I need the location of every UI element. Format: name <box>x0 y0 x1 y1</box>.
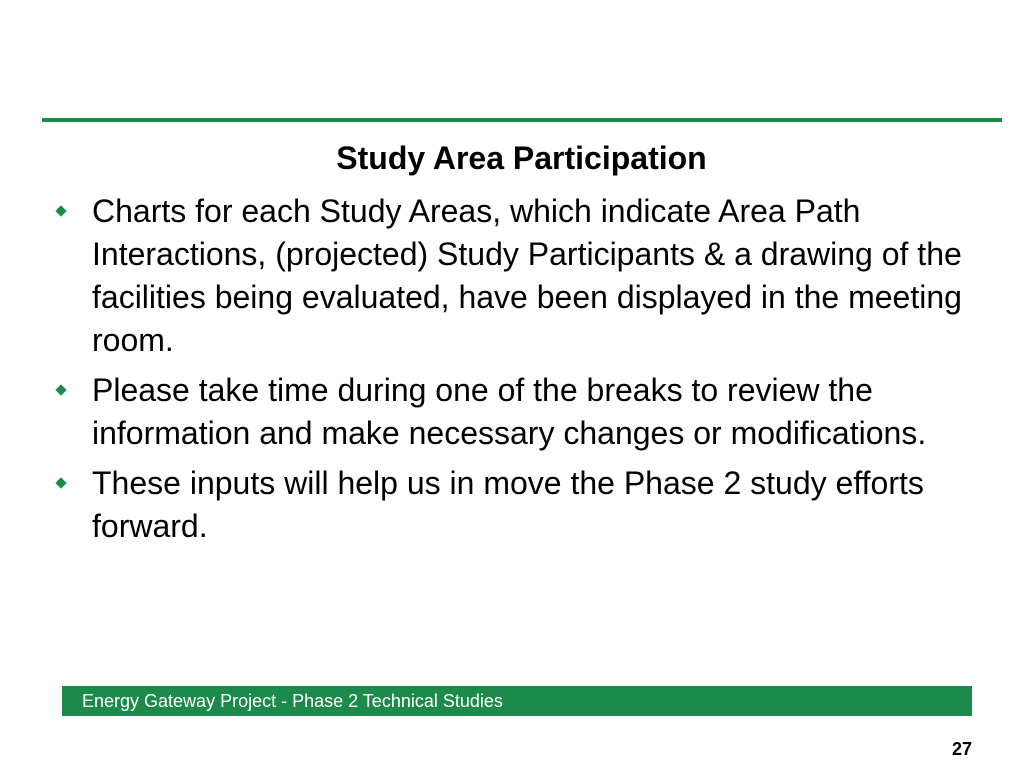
slide-title: Study Area Participation <box>336 140 707 176</box>
top-divider-line <box>42 118 1002 122</box>
bullet-item <box>52 369 987 455</box>
bullet-list <box>52 190 987 555</box>
page-number: 27 <box>951 739 972 759</box>
bullet-text: Charts for each Study Areas, which indicate Area Path Interactions, (projected) Study Participants & a drawing of the facilities being evaluated, have been displayed in the meeting room. <box>92 193 962 358</box>
footer-bar <box>62 686 972 716</box>
diamond-bullet-icon <box>55 477 66 488</box>
bullet-item <box>52 462 987 548</box>
footer-text: Energy Gateway Project - Phase 2 Technical Studies <box>82 691 503 711</box>
diamond-bullet-icon <box>55 384 66 395</box>
bullet-text: These inputs will help us in move the Phase 2 study efforts forward. <box>92 465 924 544</box>
bullet-text: Please take time during one of the breaks to review the information and make necessary changes or modifications. <box>92 372 927 451</box>
bullet-item <box>52 190 987 362</box>
diamond-bullet-icon <box>55 205 66 216</box>
